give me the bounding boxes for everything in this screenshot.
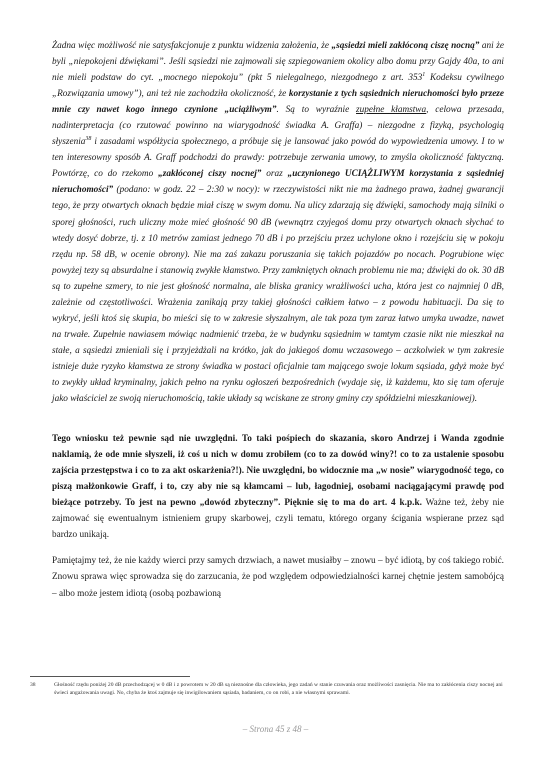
bold-quote: „sąsiedzi mieli zakłóconą ciszę nocną”: [331, 41, 480, 51]
text-span: . Są to wyraźnie: [276, 105, 357, 116]
body-paragraph: Pamiętajmy też, że nie każdy wierci przy samych drzwiach, a nawet musiałby – znowu – być idiotą, by coś takiego robić. Znowu sprawa więc sprowadza się do zarzucania, że pod względem odpowiedzialności karnej chętnie jestem samobójcą – albo może jestem idiotą (osobą pozbawioną: [52, 556, 504, 599]
bold-quote: „zakłóconej ciszy nocnej”: [158, 169, 262, 180]
footnote: [30, 681, 510, 697]
body-paragraph: [52, 431, 504, 543]
bold-quote: „uczynionego UCIĄŻLIWYM korzystania z sąsiedniej nieruchomości”: [52, 169, 504, 196]
page-content: [52, 38, 504, 602]
footnote-text: Głośność rzędu poniżej 20 dB przechodzącej w 0 dB i z powrotem w 20 dB są nieznośne dla człowieka, jego zadań w stanie czuwania oraz możliwości zasnięcia. Nie ma to zakłócenia ciszy nocnej ani świeci angażowania uwagi. No, chyba że ktoś zajmuje się inwigilowaniem sąsiada, badaniem, co on robi, a nie własnymi sprawami.: [54, 682, 503, 697]
text-span: i zasadami współżycia społecznego, a próbuje się je lansować jako powód do wypowiedzenia umowy. I to w ten interesowny sposób A. Graff podchodzi do prawdy: potrzebuje zerwania umowy, to zmyśla okoliczność faktyczną. Powtórzę, co do rzekomo: [52, 137, 504, 180]
text-span: ani że byli „niepokojeni dźwiękami”. Jeśli sąsiedzi nie zajmowali się szpiegowaniem okolicy albo domu przy Gajdy 40a, to ani nie mieli podstaw do cyt. „mocnego niepokoju” (pkt 5 nielegalnego, niezgodnego z art. 353: [52, 41, 504, 84]
text-span: Ważne też, żeby nie zajmować się ewentualnym istnieniem grupy skarbowej, czyli tematu, którego organy ścigania wspierane przez sąd bardzo unikają.: [52, 498, 504, 541]
footnote-number: 38: [30, 682, 36, 688]
page-number: – Strona 45 z 48 –: [242, 724, 309, 734]
underlined-text: zupełne kłamstwa: [356, 105, 427, 116]
bold-quote: korzystanie z tych sąsiednich nieruchomości było przeze mnie czy nawet kogo innego czynione „uciążliwym”: [52, 89, 505, 116]
text-span: oraz: [261, 169, 288, 180]
footnote-ref: 38: [85, 136, 92, 143]
text-span: , celowa przesada, nadinterpretacja (co rzutować powinno na wiarygodność świadka A. Graffa) – niezgodne z fizyką, psychologią słyszenia: [52, 105, 505, 148]
text-span: Kodeksu cywilnego „Rozwiązania umowy”), ani też nie zachodziła okoliczność, że: [52, 73, 504, 100]
superscript: 1: [422, 72, 426, 79]
text-span: (podano: w godz. 22 – 2:30 w nocy): w rzeczywistości nikt nie ma żadnego prawa, żadnej gwarancji tego, że przy otwartych oknach będzie miał ciszę w swym domu. Na ulicy zdarzają się dźwięki, samochody mają silniki o sporej głośności, ruch uliczny może mieć głośność 90 dB (wewnątrz czyjegoś domu przy otwartych oknach słychać to wtedy dosyć dobrze, tj. z 10 metrów zamiast jednego 70 dB i po przejściu przez uchylone okno i rozejściu się w pokoju rzędu np. 58 dB, w ocenie obrony). Nie ma zaś zakazu poruszania się takich pojazdów po nocach. Pogrubione więc powyżej tezy są absurdalne i stanowią zwykłe kłamstwo. Przy zamkniętych oknach problemu nie ma; dźwięki do ok. 30 dB są to zupełne szmery, to nie jest głośność normalna, ale bliska granicy wrażliwości ucha, która jest co najmniej 0 dB, zależnie od częstotliwości. Wrażenia zanikają przy takiej głośności całkiem łatwo – z powodu habituacji. Da się to wykryć, jeśli ktoś się skupia, bo mieści się to w zakresie słyszalnym, ale tak poza tym zaraz łatwo umyka uwadze, nawet na trwałe. Zupełnie nawiasem mówiąc nadmienić trzeba, że w budynku sąsiednim w tamtym czasie nikt nie mieszkał na stałe, a sąsiedzi zmieniali się i przyjeżdżali na krótko, jak do jakiegoś domu wczasowego – aczkolwiek w tym zakresie istnieje duże ryzyko kłamstwa ze strony świadka w postaci oficjalnie tam mającego swoje lokum sąsiada, gdyż może być to zwykły układ kryminalny, jakich pełno na rynku ogłoszeń bezpośrednich (wydaje się, iż każdemu, kto się tam oferuje jako właściciel ze swoją nieruchomością, takie układy są wciskane ze strony gminy czy spółdzielni mieszkaniowej).: [52, 185, 504, 405]
quoted-paragraph: [52, 38, 504, 407]
text-span: Żadna więc możliwość nie satysfakcjonuje z punktu widzenia założenia, że: [52, 41, 332, 51]
bold-text: Tego wniosku też pewnie sąd nie uwzględni. To taki pośpiech do skazania, skoro Andrzej i Wanda zgodnie naklamią, że ode mnie słyszeli, iż coś u nich w domu zrobiłem (co to za dowód winy?! co to za ustalenie sposobu zajścia przestępstwa i co to za akt oskarżenia?!). Nie uwzględni, bo widocznie ma „w nosie” wiarygodność tego, co piszą małżonkowie Graff, i to, czy aby nie są kłamcami – lub, łagodniej, osobami naciągającymi prawdę pod bieżące potrzeby. To jest na pewno „dowód zbyteczny”. Pięknie się to ma do art. 4 k.p.k.: [52, 434, 504, 509]
footnote-divider: [30, 676, 190, 677]
